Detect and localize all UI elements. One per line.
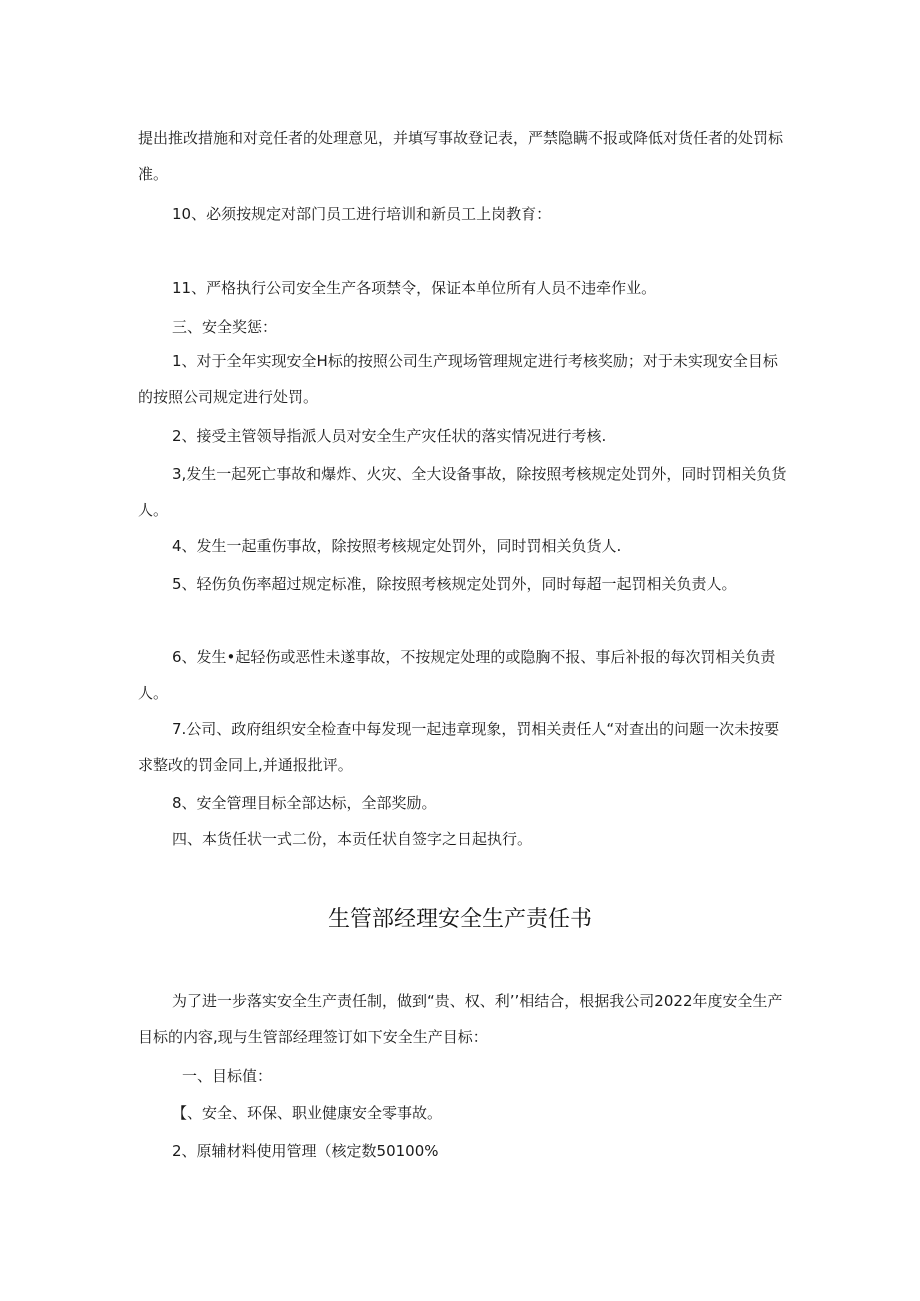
paragraph-continuation: 提出推改措施和对竞任者的处理意见，并填写事故登记表，严禁隐瞒不报或降低对货任者的处罚标准。 xyxy=(138,129,784,183)
paragraph-reward-8: 8、安全管理目标全部达标，全部奖励。 xyxy=(172,794,437,812)
paragraph-section-4: 四、本货任状一式二份，本贡任状自签字之日起执行。 xyxy=(172,830,533,848)
paragraph-reward-1: 1、对于全年实现安全H标的按照公司生产现场管理规定进行考核奖励；对于未实现安全目标的按照公司规定进行处罚。 xyxy=(138,352,778,406)
paragraph-target-1: 【、安全、环保、职业健康安全零事故。 xyxy=(172,1104,443,1122)
paragraph-item-10: 10、必须按规定对部门员工进行培训和新员工上岗教育： xyxy=(172,205,552,223)
document-title: 生管部经理安全生产责任书 xyxy=(327,907,592,932)
paragraph-reward-4: 4、发生一起重伤事故，除按照考核规定处罚外，同时罚相关负货人. xyxy=(172,537,622,555)
paragraph-reward-3: 3,发生一起死亡事故和爆炸、火灾、全大设备事故，除按照考核规定处罚外，同时罚相关负货人。 xyxy=(138,465,787,519)
paragraph-reward-7: 7.公司、政府组织安全检查中每发现一起违章现象，罚相关责任人“对查出的问题一次未按要求整改的罚金同上,并通报批评。 xyxy=(138,720,780,774)
paragraph-reward-6: 6、发生•起轻伤或恶性未遂事故，不按规定处理的或隐胸不报、事后补报的每次罚相关负责人。 xyxy=(138,648,776,702)
paragraph-reward-5: 5、轻伤负伤率超过规定标准，除按照考核规定处罚外，同时每超一起罚相关负责人。 xyxy=(172,575,737,593)
section-heading-targets: 一、目标值： xyxy=(182,1067,273,1085)
section-heading-rewards: 三、安全奖惩： xyxy=(172,318,278,336)
paragraph-intro: 为了进一步落实安全生产责任制，做到“贵、权、利’’相结合，根据我公司2022年度安全生产目标的内容,现与生管部经理签订如下安全生产目标： xyxy=(138,992,783,1046)
paragraph-reward-2: 2、接受主管领导指派人员对安全生产灾任状的落实情况进行考核. xyxy=(172,427,607,445)
paragraph-item-11: 11、严格执行公司安全生产各项禁令，保证本单位所有人员不违牵作业。 xyxy=(172,279,657,297)
paragraph-target-2: 2、原辅材料使用管理（核定数50100% xyxy=(172,1142,439,1160)
